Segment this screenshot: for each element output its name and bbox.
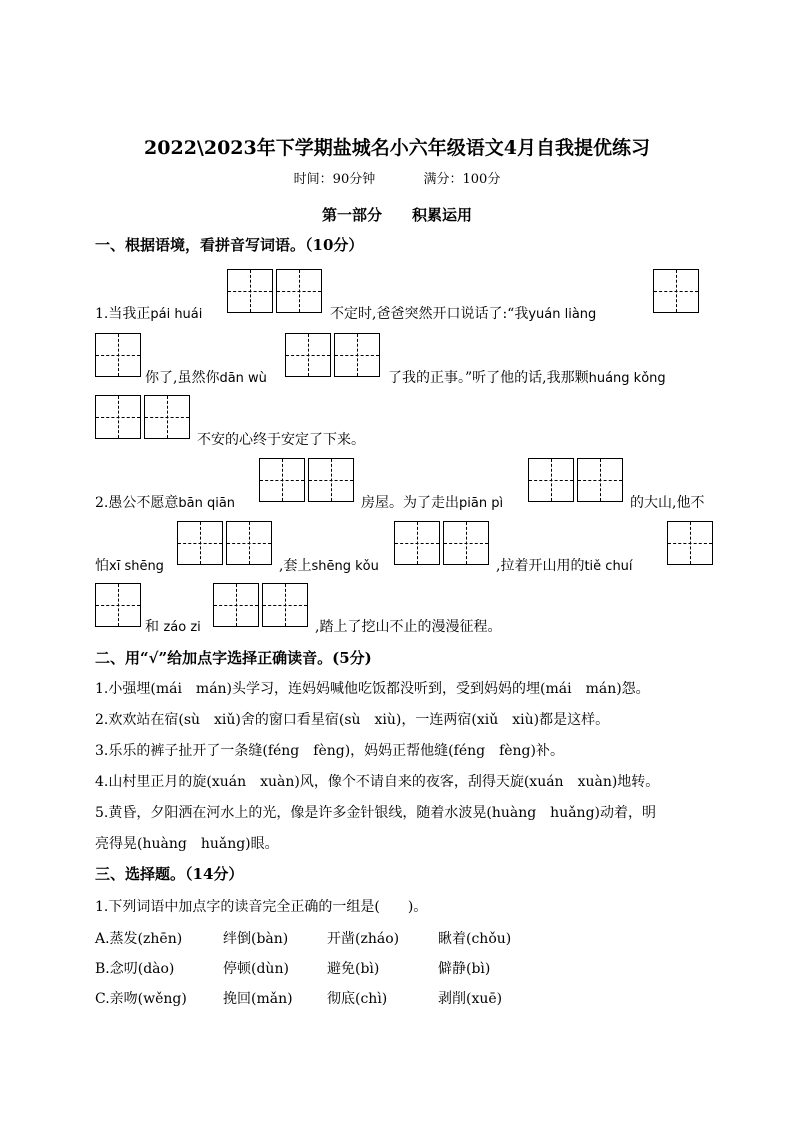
option-c-word3: 彻底(chì) <box>327 991 388 1007</box>
q2-text-b: 房屋。为了走出piān pì <box>361 495 504 511</box>
section3-heading: 三、选择题。（14分） <box>95 865 244 883</box>
q2-text-c: 的大山,他不 <box>630 495 705 511</box>
answer-grid-pianpi[interactable] <box>528 458 623 502</box>
s2-line-3: 3.乐乐的裤子扯开了一条缝(féng fèng)，妈妈正帮他缝(féng fèng)补。 <box>95 743 564 759</box>
s3-question-1: 1.下列词语中加点字的读音完全正确的一组是( )。 <box>95 899 428 915</box>
q1-line1: 1.当我正pái huái <box>95 306 203 322</box>
q2-line1: 2.愚公不愿意bān qiān <box>95 495 236 511</box>
s2-line-6: 亮得晃(huàng huǎng)眼。 <box>95 836 279 852</box>
time-limit: 时间：90分钟 <box>293 172 376 187</box>
section2-heading: 二、用“√”给加点字选择正确读音。(5分) <box>95 649 372 667</box>
option-b-word4: 僻静(bì) <box>438 961 491 977</box>
option-b-word3: 避免(bì) <box>327 961 380 977</box>
option-b-word1: B.念叨(dào) <box>95 961 175 977</box>
option-a-word1: A.蒸发(zhēn) <box>95 931 183 947</box>
option-c-word1: C.亲吻(wěng) <box>95 991 187 1007</box>
q2-text-h: ,踏上了挖山不止的漫漫征程。 <box>315 619 502 635</box>
q1-text-c: 你了,虽然你dān wù <box>145 370 267 386</box>
option-a-word2: 绊倒(bàn) <box>223 931 289 947</box>
answer-grid-huangkong[interactable] <box>95 395 190 439</box>
q2-line2: 怕xī shēng <box>95 558 164 574</box>
part-heading: 第一部分 积累运用 <box>321 206 472 224</box>
q2-text-f: ,拉着开山用的tiě chuí <box>496 558 633 574</box>
s2-line-5: 5.黄昏，夕阳洒在河水上的光，像是许多金针银线，随着水波晃(huàng huǎng)动着，明 <box>95 805 656 821</box>
option-a-word3: 开凿(zháo) <box>327 931 400 947</box>
answer-grid-tiechui-1[interactable] <box>667 521 713 565</box>
q1-text-d: 了我的正事。”听了他的话,我那颗huáng kǒng <box>388 370 666 386</box>
answer-grid-yuanliang-1[interactable] <box>653 269 699 313</box>
option-b-word2: 停顿(dùn) <box>223 961 289 977</box>
s2-line-2: 2.欢欢站在宿(sù xiǔ)舍的窗口看星宿(sù xiù)，一连两宿(xiǔ xiù)都是这样。 <box>95 712 610 728</box>
exam-info <box>0 168 794 187</box>
answer-grid-yuanliang-2[interactable] <box>95 333 141 377</box>
q1-text-b: 不定时,爸爸突然开口说话了:“我yuán liàng <box>330 306 597 322</box>
q2-text-e: ,套上shēng kǒu <box>279 558 379 574</box>
answer-grid-zaozi[interactable] <box>213 583 308 627</box>
answer-grid-xisheng[interactable] <box>177 521 272 565</box>
s2-line-4: 4.山村里正月的旋(xuán xuàn)风，像个不请自来的夜客，刮得天旋(xuán xuàn)地转。 <box>95 774 660 790</box>
q1-text-e: 不安的心终于安定了下来。 <box>197 432 365 448</box>
option-c-word2: 挽回(mǎn) <box>223 991 293 1007</box>
answer-grid-danwu[interactable] <box>285 333 380 377</box>
answer-grid-paihuai[interactable] <box>227 269 322 313</box>
q2-text-g: 和 záo zi <box>145 619 201 635</box>
option-c-word4: 剥削(xuē) <box>438 991 503 1007</box>
section1-heading: 一、根据语境，看拼音写词语。（10分） <box>95 236 364 254</box>
option-a-word4: 瞅着(chǒu) <box>438 931 512 947</box>
answer-grid-shengkou[interactable] <box>394 521 489 565</box>
full-score: 满分：100分 <box>423 172 501 187</box>
s2-line-1: 1.小强埋(mái mán)头学习，连妈妈喊他吃饭都没听到，受到妈妈的埋(mái mán)怨。 <box>95 681 650 697</box>
answer-grid-banqian[interactable] <box>259 458 354 502</box>
page-title: 2022\2023年下学期盐城名小六年级语文4月自我提优练习 <box>144 137 650 159</box>
answer-grid-tiechui-2[interactable] <box>95 583 141 627</box>
